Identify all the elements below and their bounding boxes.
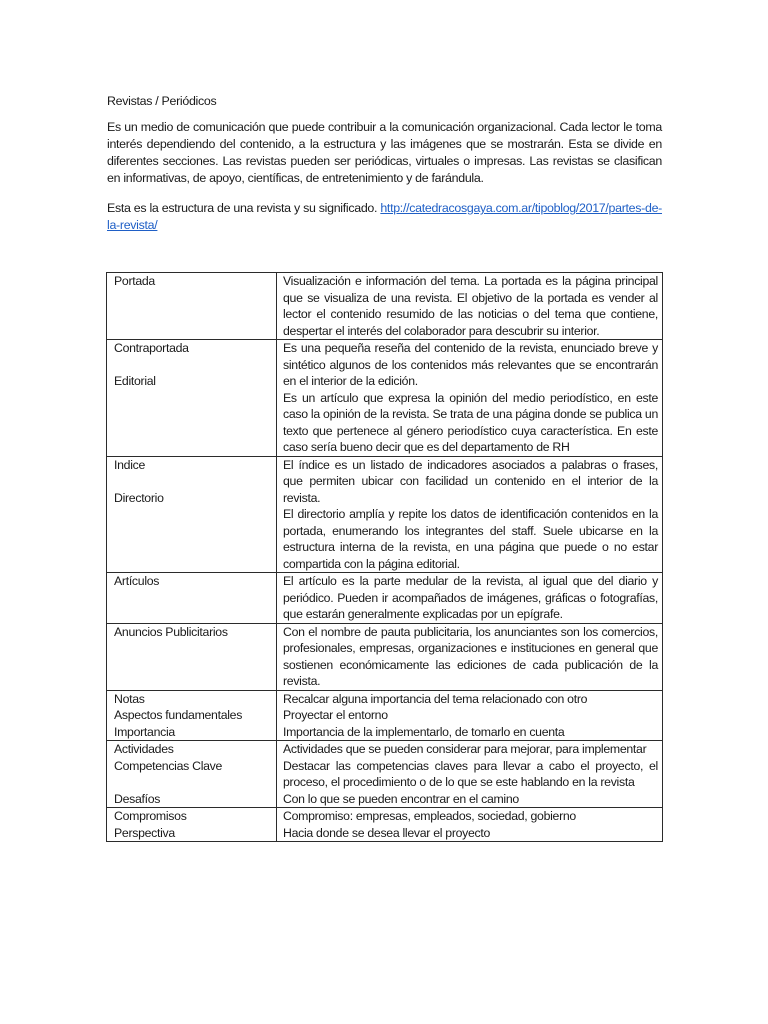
row-label-spacer <box>114 357 272 374</box>
row-description: Con el nombre de pauta publicitaria, los anunciantes son los comercios, profesionales, empresas, organizaciones e instituciones en general que sostienen económicamente las ediciones de cada publicación de la revista. <box>283 624 658 688</box>
table-label-cell <box>107 456 277 573</box>
table-label-cell <box>107 273 277 340</box>
row-description: Visualización e información del tema. La portada es la página principal que se visualiza de una revista. El objetivo de la portada es vender al lector el contenido resumido de las noticias o del tema que contiene, despertar el interés del colaborador para descubrir su interior. <box>283 274 658 338</box>
table-row <box>107 808 663 842</box>
row-label: Desafíos <box>114 791 161 806</box>
row-label: Importancia <box>114 724 175 739</box>
row-description: Actividades que se pueden considerar para mejorar, para implementar <box>283 742 647 756</box>
row-label: Actividades <box>114 742 174 756</box>
table-description-cell <box>277 808 663 842</box>
row-description: Compromiso: empresas, empleados, sociedad, gobierno <box>283 809 576 823</box>
row-label: Directorio <box>114 490 164 505</box>
row-description: El artículo es la parte medular de la revista, al igual que del diario y periódico. Pueden ir acompañados de imágenes, gráficas o fotografías, que estarán generalmente explicadas por un epígrafe. <box>283 574 658 621</box>
row-label: Contraportada <box>114 341 189 355</box>
table-description-cell <box>277 456 663 573</box>
row-description: Es un artículo que expresa la opinión del medio periodístico, en este caso la opinión de la revista. Se trata de una página donde se publica un texto que pertenece al género periodístico cuya característica. En este caso sería bueno decir que es del departamento de RH <box>283 390 658 454</box>
table-row <box>107 573 663 624</box>
row-description: Destacar las competencias claves para llevar a cabo el proyecto, el proceso, el procedimiento o de lo que se este hablando en la revista <box>283 758 658 789</box>
table-description-cell <box>277 741 663 808</box>
magazine-parts-table <box>106 272 663 842</box>
row-label-spacer <box>114 473 272 490</box>
source-link[interactable]: http://catedracosgaya.com.ar/tipoblog/2017/partes-de-la-revista/ <box>107 201 662 232</box>
row-description: Importancia de la implementarlo, de tomarlo en cuenta <box>283 724 565 739</box>
row-label: Competencias Clave <box>114 758 223 773</box>
row-description: Proyectar el entorno <box>283 708 388 722</box>
table-description-cell <box>277 273 663 340</box>
row-description: El índice es un listado de indicadores asociados a palabras o frases, que permiten ubicar con facilidad un contenido en el interior de la revista. <box>283 457 658 505</box>
row-label: Artículos <box>114 574 160 588</box>
table-row <box>107 623 663 690</box>
page-title: Revistas / Periódicos <box>107 94 217 108</box>
row-description: Hacia donde se desea llevar el proyecto <box>283 825 491 840</box>
table-row <box>107 690 663 741</box>
table-label-cell <box>107 340 277 457</box>
table-label-cell <box>107 808 277 842</box>
table-row <box>107 741 663 808</box>
row-label-spacer <box>114 774 272 791</box>
row-label: Editorial <box>114 374 156 388</box>
table-description-cell <box>277 690 663 741</box>
row-label: Notas <box>114 691 145 706</box>
row-description: El directorio amplía y repite los datos de identificación contenidos en la portada, enumerando los integrantes del staff. Suele ubicarse en la estructura interna de la revista, en una página que puede o no estar compartida con la página editorial. <box>283 507 658 571</box>
table-row <box>107 340 663 457</box>
table-row <box>107 273 663 340</box>
table-label-cell <box>107 573 277 624</box>
table-row <box>107 456 663 573</box>
row-label: Perspectiva <box>114 825 175 840</box>
structure-paragraph <box>107 200 662 234</box>
table-description-cell <box>277 340 663 457</box>
table-label-cell <box>107 690 277 741</box>
structure-paragraph-text: Esta es la estructura de una revista y su significado. <box>107 201 381 215</box>
row-description: Con lo que se pueden encontrar en el camino <box>283 791 519 806</box>
table-description-cell <box>277 623 663 690</box>
table-label-cell <box>107 623 277 690</box>
row-description: Recalcar alguna importancia del tema relacionado con otro <box>283 691 588 706</box>
row-label: Aspectos fundamentales <box>114 708 243 722</box>
intro-paragraph: Es un medio de comunicación que puede contribuir a la comunicación organizacional. Cada lector le toma interés dependiendo del contenido, a la estructura y las imágenes que se mostrarán. Esta se divide en diferentes secciones. Las revistas pueden ser periódicas, virtuales o impresas. Las revistas se clasifican en informativas, de apoyo, científicas, de entretenimiento y de farándula. <box>107 120 662 185</box>
table-description-cell <box>277 573 663 624</box>
row-label: Compromisos <box>114 809 187 823</box>
row-label: Portada <box>114 274 155 288</box>
row-description: Es una pequeña reseña del contenido de la revista, enunciado breve y sintético algunos de los contenidos más relevantes que se encontrarán en el interior de la edición. <box>283 341 658 388</box>
row-label: Anuncios Publicitarios <box>114 624 228 639</box>
table-label-cell <box>107 741 277 808</box>
row-label: Indice <box>114 457 146 472</box>
